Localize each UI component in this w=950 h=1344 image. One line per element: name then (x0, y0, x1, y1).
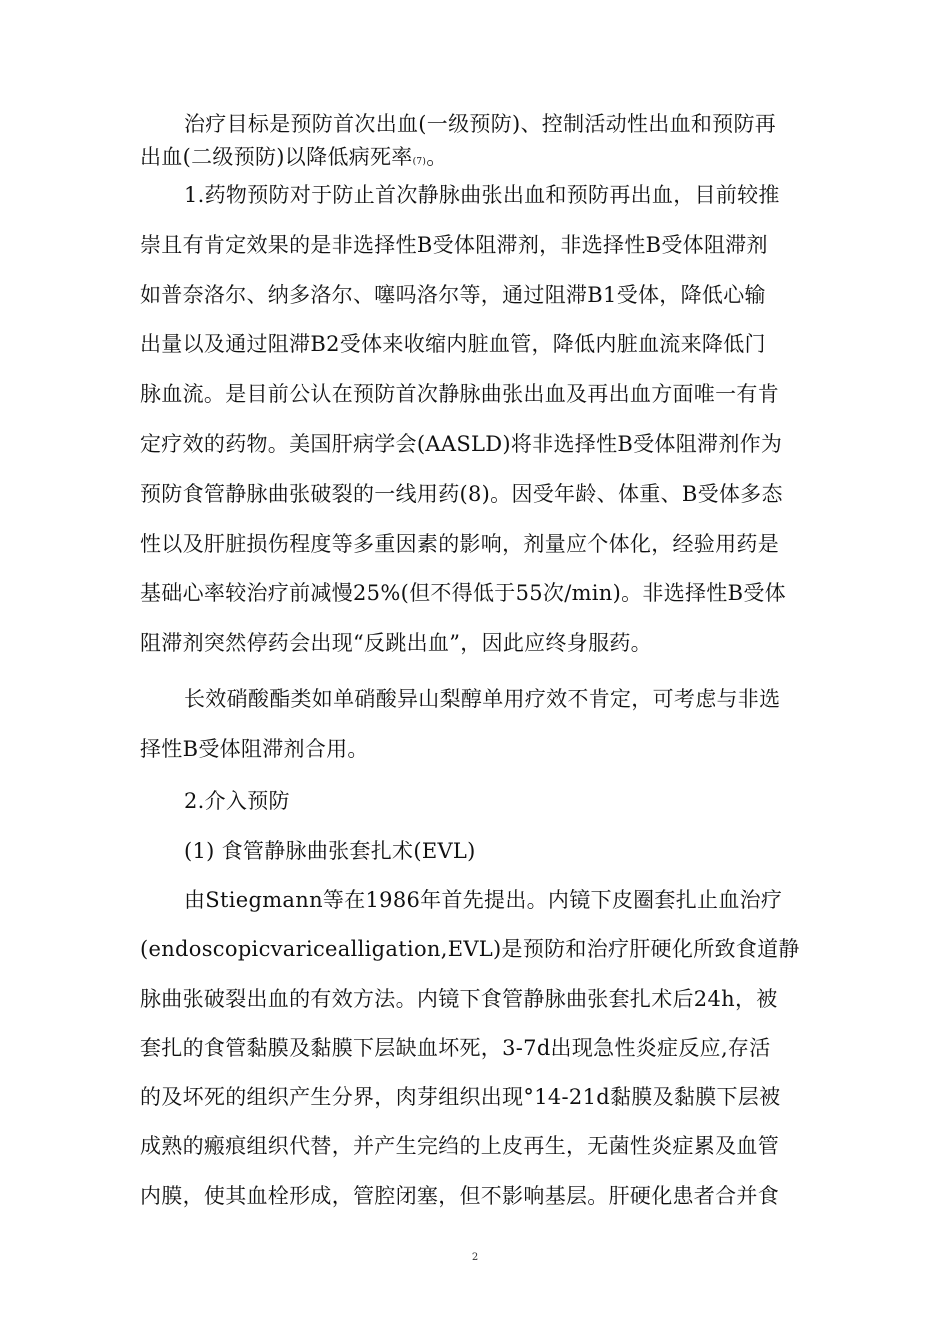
paragraph-nitrates (140, 674, 820, 774)
text-segment: 出血(二级预防)以降低病死率 (140, 145, 413, 169)
text-line: (1) 食管静脉曲张套扎术(EVL) (184, 839, 476, 863)
text-line: 套扎的食管黏膜及黏膜下层缺血坏死，3-7d出现急性炎症反应,存活 (140, 1035, 771, 1060)
text-line: 长效硝酸酯类如单硝酸异山梨醇单用疗效不肯定，可考虑与非选 (184, 687, 781, 711)
text-line: 脉曲张破裂出血的有效方法。内镜下食管静脉曲张套扎术后24h，被 (140, 986, 778, 1011)
text-line: 内膜，使其血栓形成，管腔闭塞，但不影响基层。肝硬化患者合并食 (140, 1183, 779, 1208)
heading-interventional-prevention (140, 776, 820, 826)
text-line: 崇且有肯定效果的是非选择性B受体阻滞剂，非选择性B受体阻滞剂 (140, 232, 768, 257)
text-line: 如普奈洛尔、纳多洛尔、噻吗洛尔等，通过阻滞B1受体，降低心输 (140, 282, 766, 307)
text-line: 出量以及通过阻滞B2受体来收缩内脏血管，降低内脏血流来降低门 (140, 332, 766, 357)
text-line: (endoscopicvaricealligation,EVL)是预防和治疗肝硬化所致食道静 (140, 937, 800, 962)
text-line: 预防食管静脉曲张破裂的一线用药(8)。因受年龄、体重、B受体多态 (140, 481, 783, 506)
text-line: 脉血流。是目前公认在预防首次静脉曲张出血及再出血方面唯一有肯 (140, 382, 779, 407)
text-line: 的及坏死的组织产生分界，肉芽组织出现°14-21d黏膜及黏膜下层被 (140, 1085, 781, 1110)
heading-evl (140, 826, 820, 876)
text-line: 定疗效的药物。美国肝病学会(AASLD)将非选择性B受体阻滞剂作为 (140, 431, 783, 456)
text-line: 由Stiegmann等在1986年首先提出。内镜下皮圈套扎止血治疗 (184, 888, 783, 912)
paragraph-drug-prevention (140, 171, 820, 669)
page-number: 2 (471, 1252, 479, 1263)
citation-ref: (7) (412, 157, 427, 167)
text-line: 2.介入预防 (184, 789, 290, 813)
text-line: 择性B受体阻滞剂合用。 (140, 737, 369, 761)
text-line: 阻滞剂突然停药会出现“反跳出血”，因此应终身服药。 (140, 631, 652, 656)
paragraph-evl-description (140, 876, 820, 1221)
paragraph-treatment-goals (140, 108, 820, 179)
text-line: 治疗目标是预防首次出血(一级预防)、控制活动性出血和预防再 (184, 112, 777, 136)
text-line: 1.药物预防对于防止首次静脉曲张出血和预防再出血，目前较推 (184, 183, 780, 207)
text-line: 性以及肝脏损伤程度等多重因素的影响，剂量应个体化，经验用药是 (140, 531, 779, 556)
text-line: 成熟的瘢痕组织代替，并产生完绉的上皮再生，无菌性炎症累及血管 (140, 1134, 779, 1159)
text-line: 基础心率较治疗前减慢25%(但不得低于55次/min)。非选择性B受体 (140, 581, 786, 606)
text-segment: 。 (426, 145, 448, 169)
